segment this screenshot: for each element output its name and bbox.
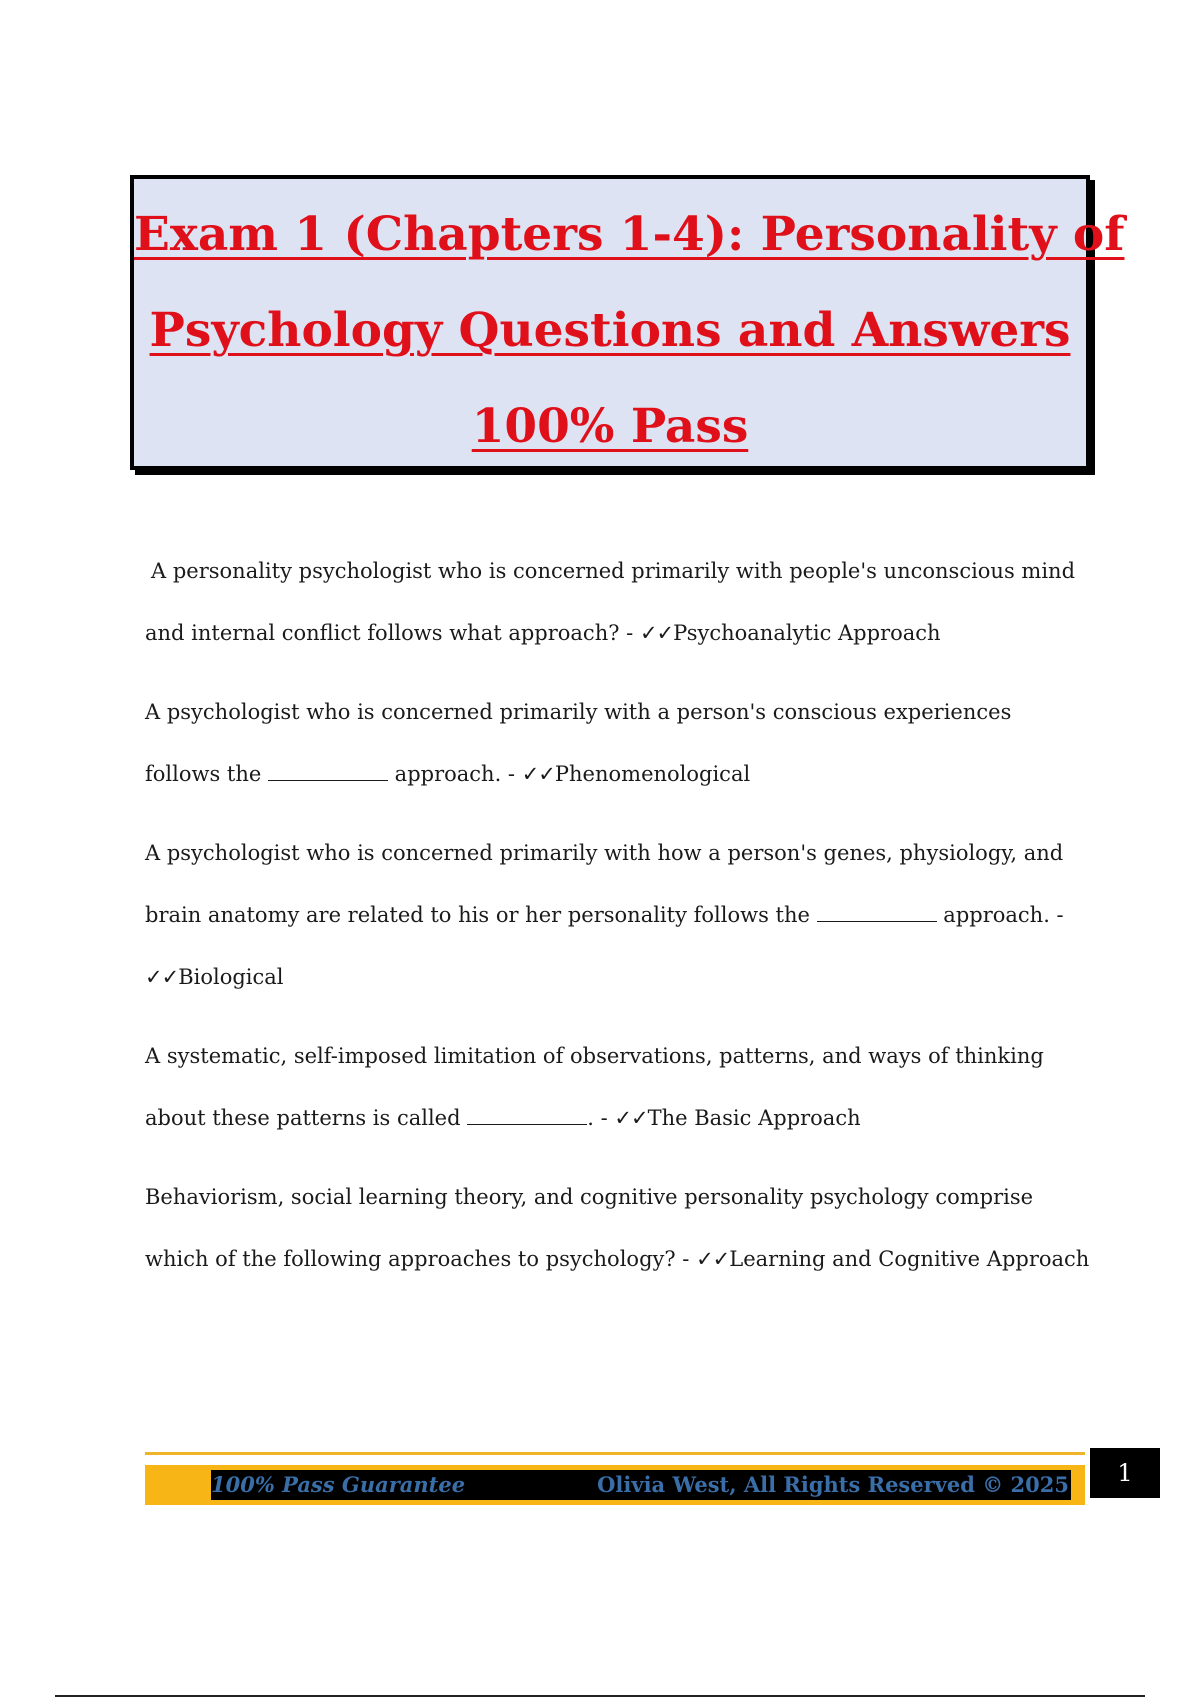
qa-item-3 (145, 822, 1090, 1008)
question-text: Behaviorism, social learning theory, and cognitive personality psychology comprise which of the following approaches to psychology? - (145, 1185, 1034, 1271)
double-check-icon: ✓✓ (145, 965, 179, 989)
title-box (130, 175, 1125, 470)
footer-divider (145, 1452, 1085, 1455)
double-check-icon: ✓✓ (696, 1247, 730, 1271)
title-line-3: 100% Pass (471, 399, 749, 454)
question-text-tail: approach. - (936, 903, 1064, 927)
question-text: A psychologist who is concerned primarily with how a person's genes, physiology, and brain anatomy are related to his or her personality follows the (145, 841, 1064, 927)
page-number: 1 (1090, 1448, 1160, 1498)
bottom-divider (55, 1695, 1145, 1697)
answer-text: The Basic Approach (647, 1106, 861, 1130)
title-line-2: Psychology Questions and Answers (149, 303, 1071, 358)
question-text: A systematic, self-imposed limitation of observations, patterns, and ways of thinking about these patterns is called (145, 1044, 1044, 1130)
title-line-1: Exam 1 (Chapters 1-4): Personality of (134, 207, 1125, 262)
fill-in-blank (268, 762, 388, 781)
question-text: A personality psychologist who is concerned primarily with people's unconscious mind and internal conflict follows what approach? - (145, 559, 1076, 645)
answer-text: Biological (178, 965, 284, 989)
answer-text: Learning and Cognitive Approach (729, 1247, 1090, 1271)
qa-item-2 (145, 681, 1090, 805)
double-check-icon: ✓✓ (521, 762, 555, 786)
qa-list (145, 540, 1090, 1307)
question-text-tail: . - (587, 1106, 615, 1130)
qa-item-4 (145, 1025, 1090, 1149)
footer-copyright-text: Olivia West, All Rights Reserved © 2025 (597, 1472, 1069, 1497)
qa-item-5 (145, 1166, 1090, 1290)
footer-guarantee-text: 100% Pass Guarantee (211, 1472, 466, 1497)
qa-item-1 (145, 540, 1090, 664)
footer-bar (145, 1465, 1085, 1505)
fill-in-blank (817, 903, 937, 922)
answer-text: Psychoanalytic Approach (673, 621, 941, 645)
footer-inner-band (211, 1470, 1071, 1500)
double-check-icon: ✓✓ (614, 1106, 648, 1130)
answer-text: Phenomenological (554, 762, 751, 786)
fill-in-blank (467, 1106, 587, 1125)
question-text-tail: approach. - (388, 762, 522, 786)
double-check-icon: ✓✓ (639, 621, 674, 645)
question-text: A psychologist who is concerned primarily with a person's conscious experiences follows the (145, 700, 1012, 786)
